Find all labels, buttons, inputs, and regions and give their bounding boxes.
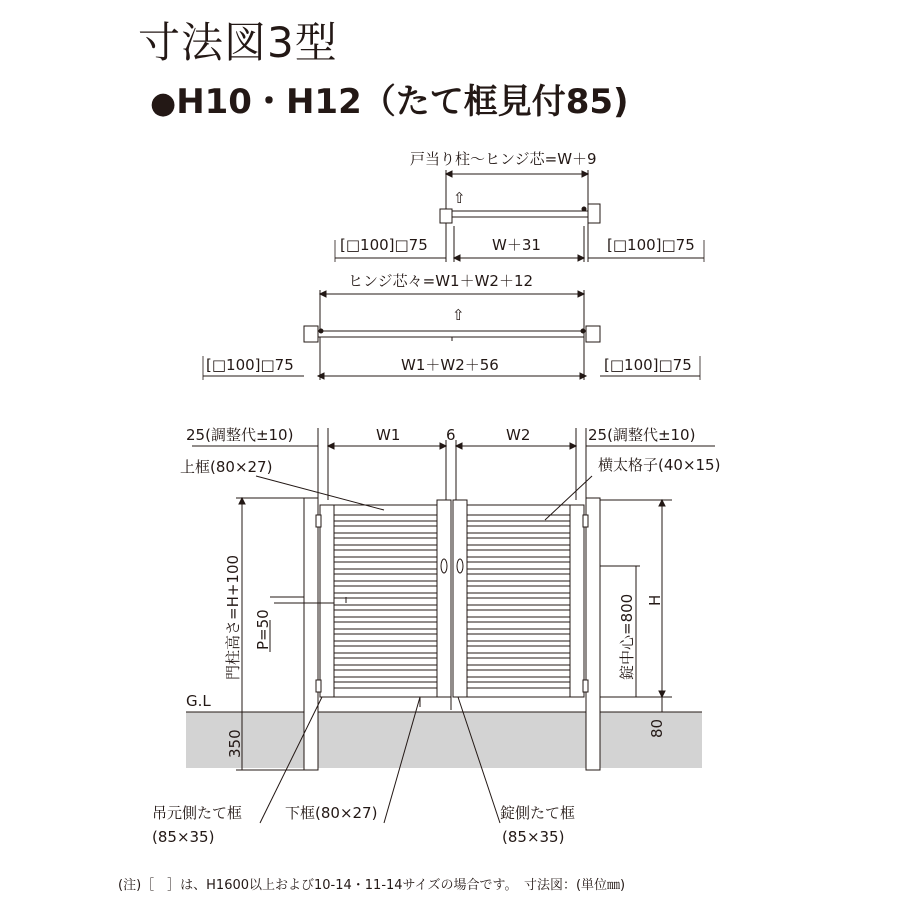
right-adjust-label: 25(調整代±10) (588, 426, 696, 444)
top-arrow-icon: ⇧ (453, 189, 466, 207)
clearance-label: 80 (648, 718, 666, 738)
ground-level-label: G.L (186, 692, 211, 710)
h-label: H (646, 594, 664, 606)
footnote: (注)［ ］は、H1600以上および10-14・11-14サイズの場合です。 寸法図：(単位㎜) (118, 878, 626, 893)
top-span-label: 戸当り柱～ヒンジ芯=W＋9 (410, 150, 597, 168)
left-adjust-label: 25(調整代±10) (186, 426, 294, 444)
bullet-icon: ● (150, 86, 177, 121)
gap-label: 6 (446, 426, 456, 444)
top-right-post-label: [□100]□75 (607, 236, 695, 254)
top-width-label: W＋31 (492, 236, 541, 254)
top-frame-label: 上框(80×27) (180, 458, 273, 476)
hinge-stile-size-label: (85×35) (152, 828, 215, 846)
lock-stile-size-label: (85×35) (502, 828, 565, 846)
mid-width-label: W1＋W2＋56 (401, 356, 499, 374)
mid-right-post-label: [□100]□75 (604, 356, 692, 374)
mid-left-post-label: [□100]□75 (206, 356, 294, 374)
w2-label: W2 (506, 426, 531, 444)
page-title: 寸法図3型 (138, 18, 338, 67)
bottom-frame-label: 下框(80×27) (285, 804, 378, 822)
embed-depth-label: 350 (226, 729, 244, 758)
lock-center-label: 錠中心=800 (618, 593, 636, 680)
mid-span-label: ヒンジ芯々=W1＋W2＋12 (348, 272, 534, 290)
slat-label: 横太格子(40×15) (598, 456, 721, 474)
lock-stile-label: 錠側たて框 (500, 804, 576, 822)
mid-arrow-icon: ⇧ (452, 306, 465, 324)
p-label: P=50 (254, 609, 272, 650)
post-height-label: 門柱高さ=H+100 (224, 554, 242, 680)
top-left-post-label: [□100]□75 (340, 236, 428, 254)
subtitle-text: H10・H12（たて框見付85) (176, 82, 629, 122)
hinge-stile-label: 吊元側たて框 (152, 804, 243, 822)
w1-label: W1 (376, 426, 401, 444)
